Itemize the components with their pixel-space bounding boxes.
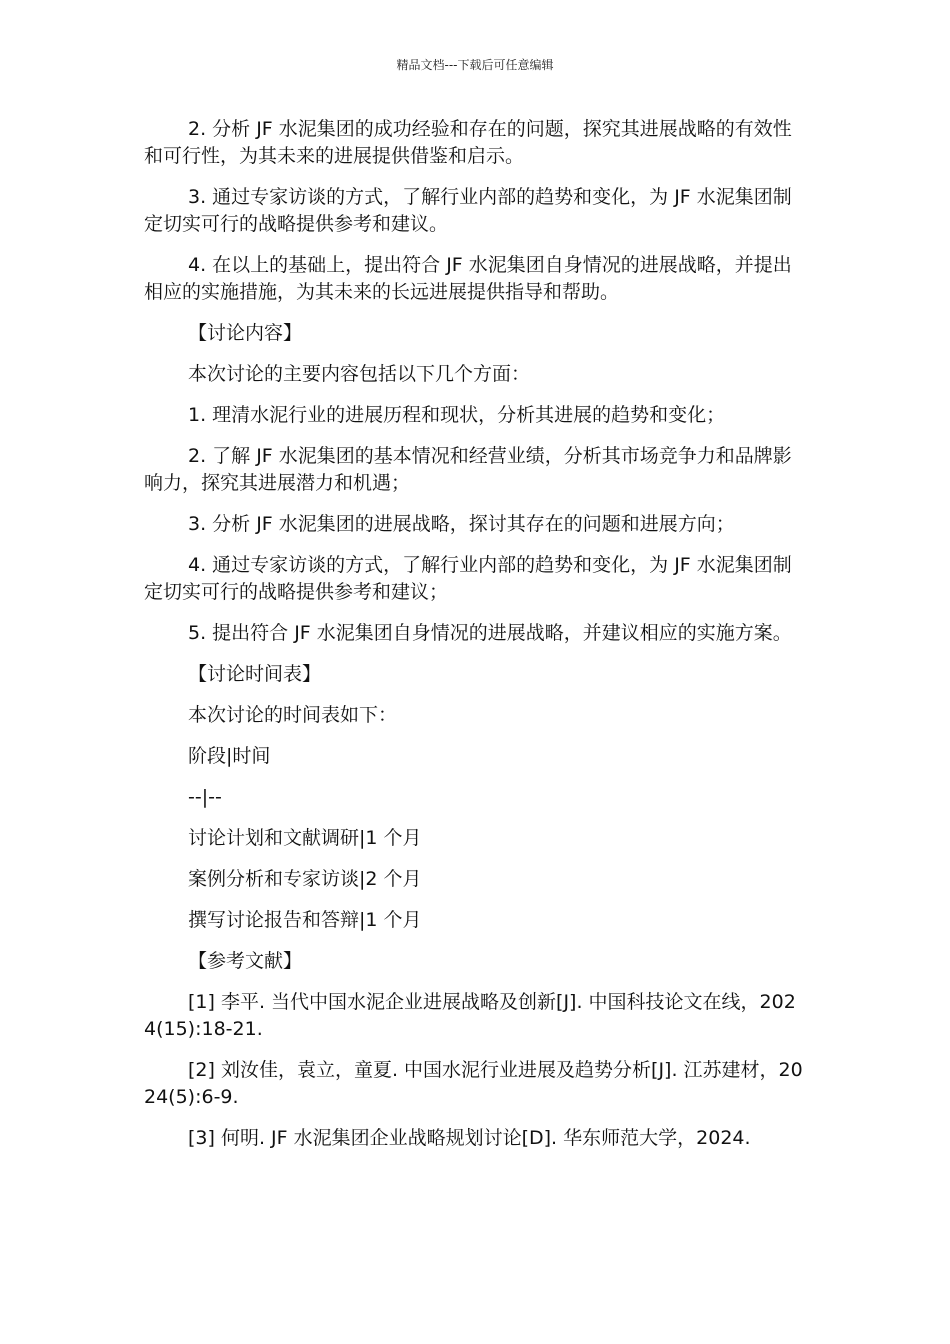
section-heading-references: 【参考文献】 [188,950,303,972]
schedule-row: 案例分析和专家访谈|2 个月 [188,868,422,890]
reference-item: [1] 李平. 当代中国水泥企业进展战略及创新[J]. 中国科技论文在线，2024(15):18-21. [144,991,796,1040]
content-item-4: 4. 通过专家访谈的方式，了解行业内部的趋势和变化，为 JF 水泥集团制定切实可行的战略提供参考和建议； [144,554,792,603]
objective-3-paragraph: 3. 通过专家访谈的方式，了解行业内部的趋势和变化，为 JF 水泥集团制定切实可行的战略提供参考和建议。 [144,186,792,235]
objective-4-paragraph: 4. 在以上的基础上，提出符合 JF 水泥集团自身情况的进展战略，并提出相应的实施措施，为其未来的长远进展提供指导和帮助。 [144,254,792,303]
content-item-1: 1. 理清水泥行业的进展历程和现状，分析其进展的趋势和变化； [188,404,726,426]
schedule-intro-paragraph: 本次讨论的时间表如下： [188,704,398,726]
content-item-5: 5. 提出符合 JF 水泥集团自身情况的进展战略，并建议相应的实施方案。 [188,622,792,644]
schedule-table-separator: --|-- [188,786,222,808]
objective-2-paragraph: 2. 分析 JF 水泥集团的成功经验和存在的问题，探究其进展战略的有效性和可行性，为其未来的进展提供借鉴和启示。 [144,118,792,167]
schedule-row: 撰写讨论报告和答辩|1 个月 [188,909,422,931]
reference-item: [2] 刘汝佳，袁立，童夏. 中国水泥行业进展及趋势分析[J]. 江苏建材，2024(5):6-9. [144,1059,803,1108]
content-item-3: 3. 分析 JF 水泥集团的进展战略，探讨其存在的问题和进展方向； [188,513,735,535]
schedule-row: 讨论计划和文献调研|1 个月 [188,827,422,849]
document-body [144,116,806,1166]
page-header: 精品文档---下载后可任意编辑 [396,58,554,72]
schedule-table-header: 阶段|时间 [188,745,271,767]
content-item-2: 2. 了解 JF 水泥集团的基本情况和经营业绩，分析其市场竞争力和品牌影响力，探究其进展潜力和机遇； [144,445,792,494]
content-intro-paragraph: 本次讨论的主要内容包括以下几个方面： [188,363,531,385]
section-heading-content: 【讨论内容】 [188,322,303,344]
reference-item: [3] 何明. JF 水泥集团企业战略规划讨论[D]. 华东师范大学，2024. [188,1127,751,1149]
section-heading-schedule: 【讨论时间表】 [188,663,322,685]
